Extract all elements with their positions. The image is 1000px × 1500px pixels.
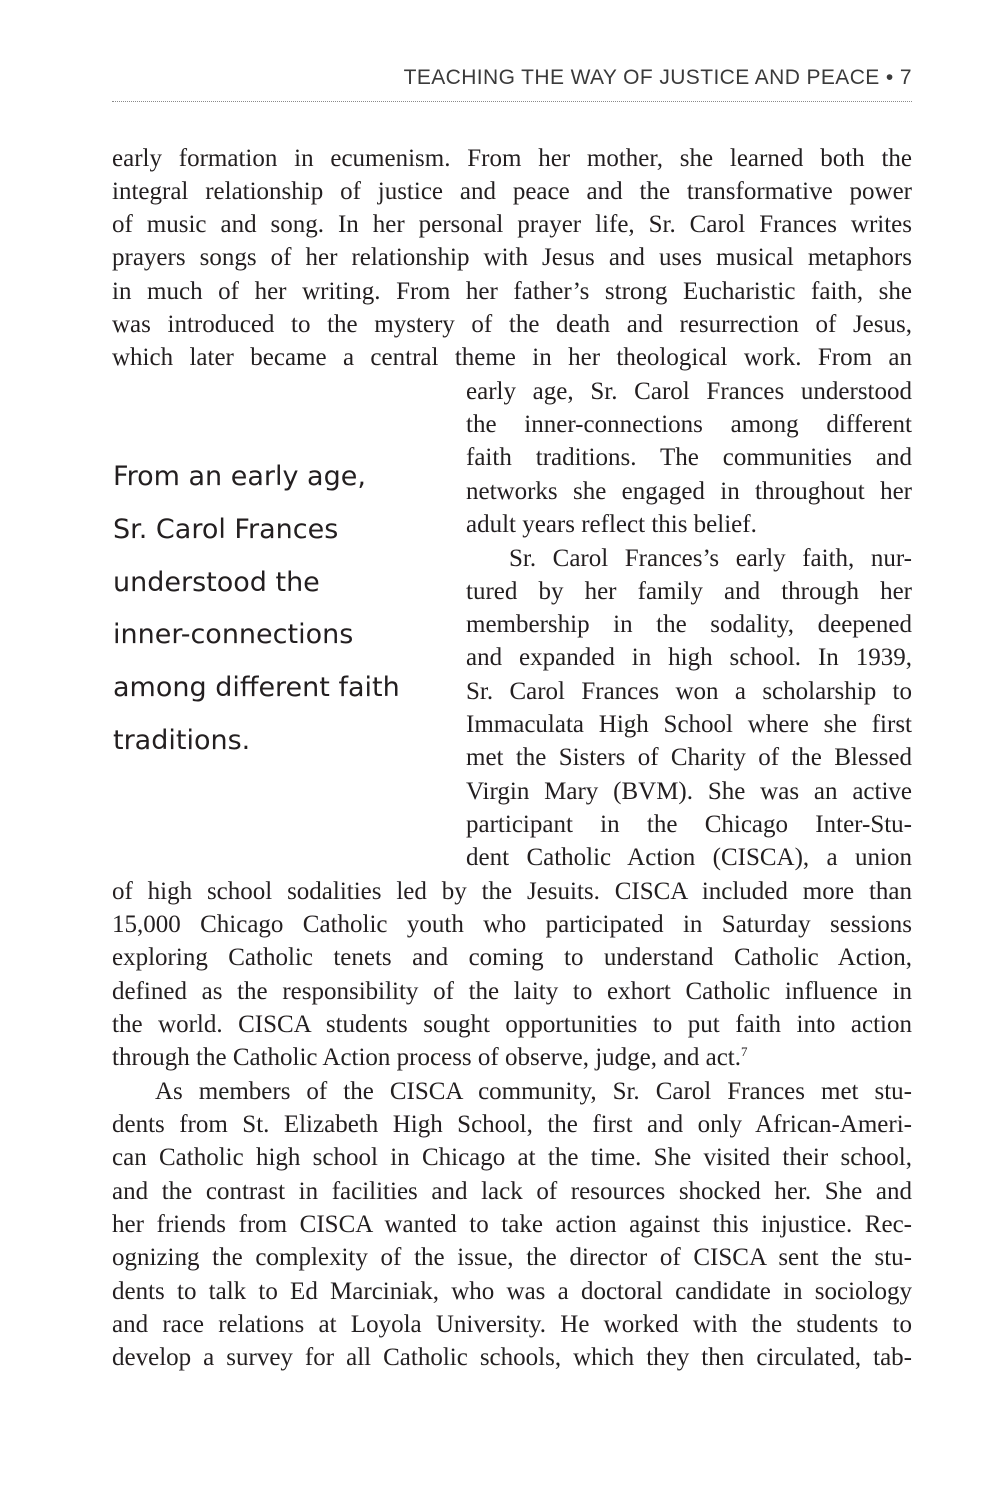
- body-line: Immaculata High School where she first: [466, 711, 912, 738]
- body-line: in much of her writing. From her father’s strong Eucharistic faith, she: [112, 278, 912, 305]
- body-line: dent Catholic Action (CISCA), a union: [466, 844, 912, 871]
- body-line: networks she engaged in throughout her: [466, 478, 912, 505]
- running-title: TEACHING THE WAY OF JUSTICE AND PEACE • 7: [403, 66, 912, 89]
- pull-quote-line: Sr. Carol Frances: [113, 513, 339, 545]
- body-line-text: through the Catholic Action process of observe, judge, and act.: [112, 1044, 742, 1071]
- body-line: the world. CISCA students sought opportunities to put faith into action: [112, 1011, 912, 1038]
- footnote-ref: 7: [741, 1044, 748, 1059]
- body-line: of high school sodalities led by the Jesuits. CISCA included more than: [112, 878, 912, 905]
- body-line: [112, 1041, 912, 1074]
- body-line: integral relationship of justice and peace and the transformative power: [112, 178, 912, 205]
- body-line: Sr. Carol Frances won a scholarship to: [466, 678, 912, 705]
- body-line: As members of the CISCA community, Sr. Carol Frances met stu-: [155, 1078, 912, 1105]
- body-line: faith traditions. The communities and: [466, 444, 912, 471]
- body-line: early formation in ecumenism. From her mother, she learned both the: [112, 145, 912, 172]
- body-line: defined as the responsibility of the laity to exhort Catholic influence in: [112, 978, 912, 1005]
- body-line: can Catholic high school in Chicago at the time. She visited their school,: [112, 1144, 912, 1171]
- running-header: [112, 62, 912, 102]
- body-line: dents to talk to Ed Marciniak, who was a doctoral candidate in sociology: [112, 1278, 912, 1305]
- body-line: her friends from CISCA wanted to take action against this injustice. Rec-: [112, 1211, 912, 1238]
- body-line: was introduced to the mystery of the death and resurrection of Jesus,: [112, 311, 912, 338]
- body-line: and the contrast in facilities and lack of resources shocked her. She and: [112, 1178, 912, 1205]
- pull-quote-line: inner-connections: [113, 619, 354, 651]
- pull-quote-line: among different faith: [113, 672, 400, 704]
- body-line: exploring Catholic tenets and coming to understand Catholic Action,: [112, 944, 912, 971]
- body-line: met the Sisters of Charity of the Blessed: [466, 744, 912, 771]
- body-line: dents from St. Elizabeth High School, the first and only African-Ameri-: [112, 1111, 912, 1138]
- body-line: and race relations at Loyola University. He worked with the students to: [112, 1311, 912, 1338]
- body-line: early age, Sr. Carol Frances understood: [466, 378, 912, 405]
- body-line: Virgin Mary (BVM). She was an active: [466, 778, 912, 805]
- body-line: the inner-connections among different: [466, 411, 912, 438]
- pull-quote: [113, 451, 443, 768]
- body-line: tured by her family and through her: [466, 578, 912, 605]
- body-line: Sr. Carol Frances’s early faith, nur-: [509, 545, 912, 572]
- body-line: of music and song. In her personal prayer life, Sr. Carol Frances writes: [112, 211, 912, 238]
- pull-quote-line: understood the: [113, 566, 320, 598]
- pull-quote-line: From an early age,: [113, 461, 366, 492]
- body-line: and expanded in high school. In 1939,: [466, 644, 912, 671]
- body-line: adult years reflect this belief.: [466, 511, 757, 538]
- body-line: membership in the sodality, deepened: [466, 611, 912, 638]
- body-line: 15,000 Chicago Catholic youth who participated in Saturday sessions: [112, 911, 912, 938]
- body-line: develop a survey for all Catholic schools, which they then circulated, tab-: [112, 1344, 912, 1371]
- body-line: which later became a central theme in her theological work. From an: [112, 344, 912, 371]
- body-line: participant in the Chicago Inter-Stu-: [466, 811, 912, 838]
- body-line: ognizing the complexity of the issue, the director of CISCA sent the stu-: [112, 1244, 912, 1271]
- pull-quote-line: traditions.: [113, 724, 251, 756]
- body-line: prayers songs of her relationship with Jesus and uses musical metaphors: [112, 244, 912, 271]
